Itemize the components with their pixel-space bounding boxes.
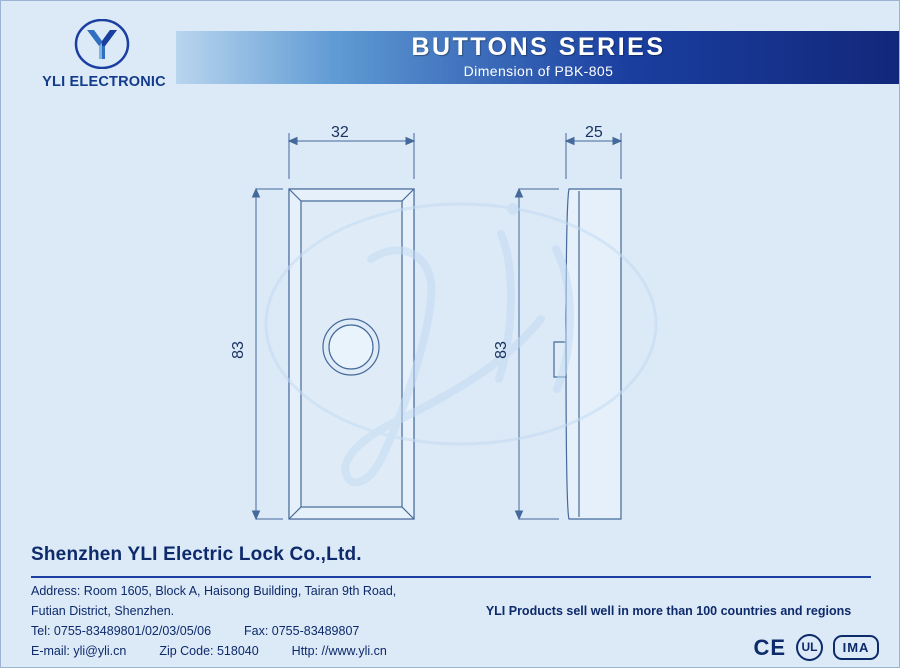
page-header	[1, 1, 900, 109]
side-width-dimension: 25	[585, 124, 603, 141]
ul-mark-icon: UL	[796, 634, 823, 661]
contact-phone-line	[31, 624, 359, 638]
contact-web-line	[31, 644, 387, 658]
technical-drawing	[1, 109, 900, 534]
page-title: BUTTONS SERIES	[411, 33, 666, 61]
email[interactable]: E-mail: yli@yli.cn	[31, 644, 127, 658]
company-name: Shenzhen YLI Electric Lock Co.,Ltd.	[31, 544, 362, 565]
ima-mark-icon: IMA	[833, 635, 879, 660]
dimension-drawing-svg	[1, 109, 900, 534]
footer-divider	[31, 576, 871, 578]
front-height-dimension: 83	[229, 341, 247, 359]
front-width-dimension: 32	[331, 124, 349, 141]
marketing-slogan: YLI Products sell well in more than 100 countries and regions	[485, 604, 852, 618]
brand-logo	[39, 19, 169, 95]
website[interactable]: Http: //www.yli.cn	[291, 644, 387, 658]
certification-marks	[753, 634, 879, 661]
ce-mark-icon: CE	[753, 634, 786, 660]
address-line-1: Address: Room 1605, Block A, Haisong Building, Tairan 9th Road,	[31, 584, 397, 598]
telephone: Tel: 0755-83489801/02/03/05/06	[31, 624, 212, 638]
page-subtitle: Dimension of PBK-805	[463, 63, 614, 79]
fax: Fax: 0755-83489807	[244, 624, 360, 638]
brand-name: YLI ELECTRONIC	[42, 74, 166, 90]
yli-y-logo-icon	[74, 19, 130, 69]
address-line-2: Futian District, Shenzhen.	[31, 604, 175, 618]
zip-code: Zip Code: 518040	[159, 644, 259, 658]
side-height-dimension: 83	[492, 341, 510, 359]
page-footer	[1, 534, 900, 668]
